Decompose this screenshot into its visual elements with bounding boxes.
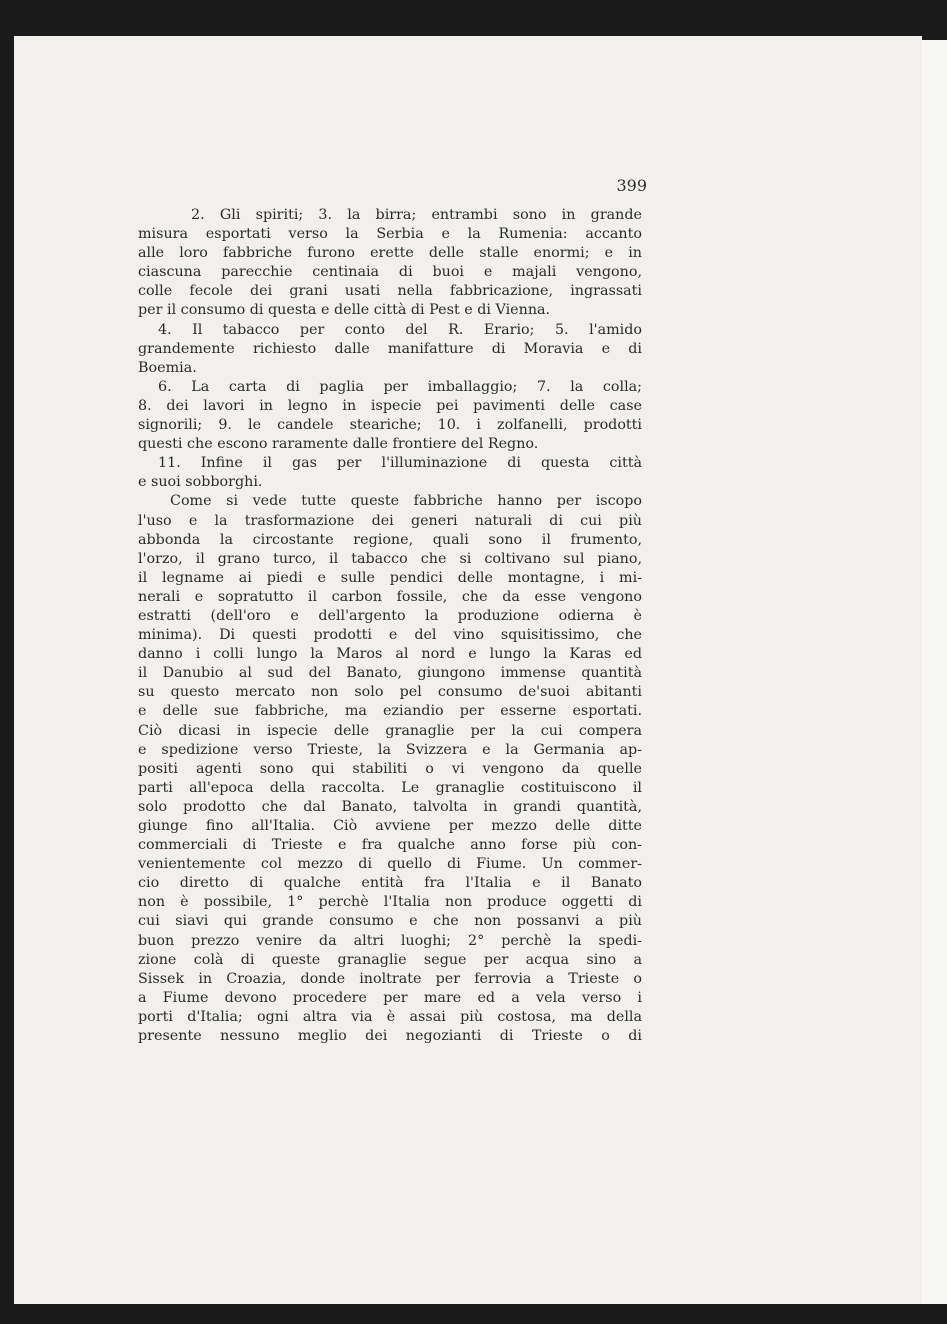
text-line: misura esportati verso la Serbia e la Rumenia: accanto (138, 226, 642, 243)
text-line: zione colà di queste granaglie segue per acqua sino a (138, 951, 642, 968)
page-number: 399 (616, 176, 647, 195)
text-line: ciascuna parecchie centinaia di buoi e majali vengono, (138, 264, 642, 281)
text-line: presente nessuno meglio dei negozianti di Trieste o di (138, 1028, 642, 1045)
text-line: abbonda la circostante regione, quali sono il frumento, (138, 531, 642, 548)
text-line: 2. Gli spiriti; 3. la birra; entrambi sono in grande (191, 207, 642, 223)
text-line: 8. dei lavori in legno in ispecie pei pavimenti delle case (138, 397, 642, 414)
page-edge (922, 40, 947, 1304)
text-line: grandemente richiesto dalle manifatture di Moravia e di (138, 340, 642, 357)
text-line: e spedizione verso Trieste, la Svizzera e la Germania ap- (138, 741, 642, 758)
text-line: per il consumo di questa e delle città di Pest e di Vienna. (138, 302, 551, 319)
text-line: colle fecole dei grani usati nella fabbricazione, ingrassati (138, 283, 642, 300)
text-line: 11. Infine il gas per l'illuminazione di questa città (158, 455, 642, 472)
text-line: Ciò dicasi in ispecie delle granaglie per la cui compera (138, 722, 642, 739)
text-line: l'uso e la trasformazione dei generi naturali di cui più (138, 512, 642, 529)
text-line: buon prezzo venire da altri luoghi; 2° perchè la spedi- (138, 932, 642, 949)
text-line: su questo mercato non solo pel consumo de'suoi abitanti (138, 684, 642, 701)
text-line: l'orzo, il grano turco, il tabacco che si coltivano sul piano, (138, 550, 642, 567)
text-line: estratti (dell'oro e dell'argento la produzione odierna è (138, 607, 642, 624)
text-line: cui siavi qui grande consumo e che non possanvi a più (138, 913, 642, 930)
text-line: commerciali di Trieste e fra qualche anno forse più con- (138, 837, 642, 854)
text-line: minima). Di questi prodotti e del vino squisitissimo, che (138, 627, 642, 644)
text-line: porti d'Italia; ogni altra via è assai più costosa, ma della (138, 1008, 642, 1025)
text-line: 4. Il tabacco per conto del R. Erario; 5. l'amido (158, 321, 642, 338)
text-line: il Danubio al sud del Banato, giungono immense quantità (138, 665, 642, 682)
text-line: positi agenti sono qui stabiliti o vi vengono da quelle (138, 760, 642, 777)
text-line: non è possibile, 1° perchè l'Italia non produce oggetti di (138, 894, 642, 911)
text-line: a Fiume devono procedere per mare ed a vela verso i (138, 989, 642, 1006)
text-line: nerali e sopratutto il carbon fossile, che da esse vengono (138, 588, 642, 605)
text-line: 6. La carta di paglia per imballaggio; 7. la colla; (158, 378, 642, 395)
text-line: danno i colli lungo la Maros al nord e lungo la Karas ed (138, 646, 642, 663)
text-line: signorili; 9. le candele steariche; 10. i zolfanelli, prodotti (138, 417, 642, 434)
text-line: solo prodotto che dal Banato, talvolta in grandi quantità, (138, 798, 642, 815)
text-line: venientemente col mezzo di quello di Fiume. Un commer- (138, 856, 642, 873)
text-line: il legname ai piedi e sulle pendici delle montagne, i mi- (138, 569, 642, 586)
text-line: e delle sue fabbriche, ma eziandio per esserne esportati. (138, 703, 642, 720)
text-line: cio diretto di qualche entità fra l'Italia e il Banato (138, 875, 642, 892)
text-line: alle loro fabbriche furono erette delle stalle enormi; e in (138, 245, 642, 262)
text-line: questi che escono raramente dalle frontiere del Regno. (138, 436, 539, 453)
body-text (138, 206, 642, 1046)
text-line: giunge fino all'Italia. Ciò avviene per mezzo delle ditte (138, 818, 642, 834)
text-line: Come si vede tutte queste fabbriche hanno per iscopo (170, 493, 642, 510)
text-line: e suoi sobborghi. (138, 474, 263, 491)
text-line: parti all'epoca della raccolta. Le granaglie costituiscono il (138, 779, 642, 796)
text-line: Sissek in Croazia, donde inoltrate per ferrovia a Trieste o (138, 970, 642, 987)
text-line: Boemia. (138, 359, 197, 376)
